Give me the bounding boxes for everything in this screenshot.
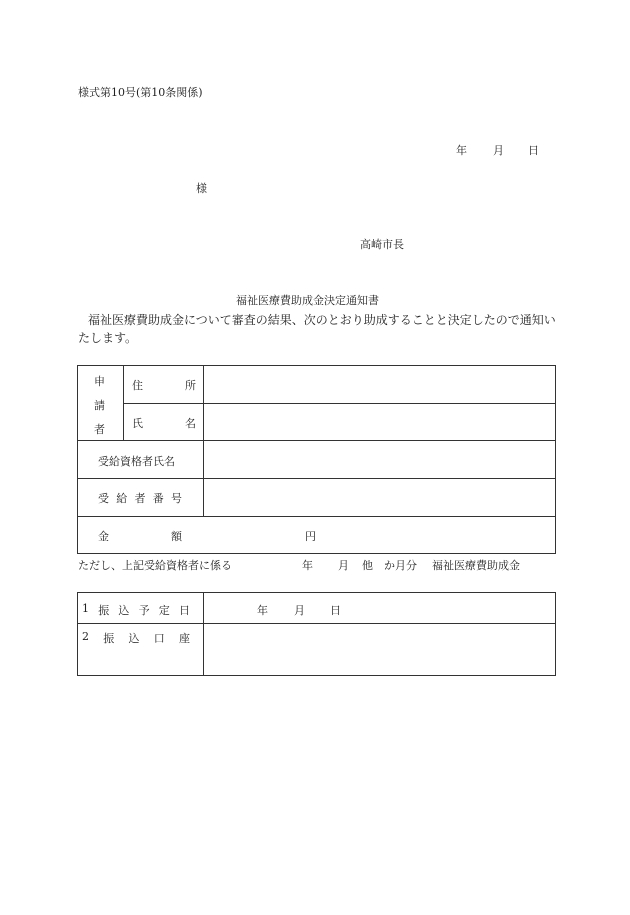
body-line-1: 福祉医療費助成金について審査の結果、次のとおり助成することと決定したので通知い	[88, 313, 556, 327]
note-grant-name: 福祉医療費助成金	[432, 559, 520, 572]
table-line	[203, 592, 204, 676]
note-months-suffix: か月分	[384, 559, 417, 572]
beneficiary-name-field[interactable]	[205, 442, 554, 476]
note-year: 年	[302, 559, 313, 572]
table-line	[123, 403, 556, 404]
table-line	[77, 516, 556, 517]
date-year-label: 年	[456, 144, 467, 157]
note-prefix: ただし、上記受給資格者に係る	[78, 559, 232, 572]
applicant-label-char: 者	[94, 423, 105, 436]
table-line	[203, 365, 204, 516]
transfer-date-label: 1 振 込 予 定 日	[82, 602, 190, 617]
beneficiary-number-field[interactable]	[205, 480, 554, 514]
recipient-honorific: 様	[196, 182, 207, 195]
beneficiary-number-label: 受 給 者 番 号	[98, 492, 182, 505]
table-line	[77, 592, 556, 593]
transfer-account-field[interactable]	[205, 625, 554, 673]
table-line	[555, 592, 556, 676]
table-line	[77, 365, 78, 554]
table-line	[555, 365, 556, 554]
address-field[interactable]	[205, 367, 554, 401]
transfer-date-day: 日	[330, 604, 341, 617]
note-month: 月	[338, 559, 349, 572]
amount-field[interactable]	[205, 518, 554, 552]
date-month-label: 月	[493, 144, 504, 157]
applicant-label-char: 申	[94, 375, 105, 388]
applicant-label-char: 請	[94, 399, 105, 412]
name-field[interactable]	[205, 405, 554, 438]
amount-unit: 円	[305, 530, 316, 543]
table-line	[77, 623, 556, 624]
table-line	[77, 592, 78, 676]
date-day-label: 日	[528, 144, 539, 157]
body-line-2: たします。	[78, 331, 138, 345]
transfer-date-month: 月	[294, 604, 305, 617]
transfer-account-label: 2 振 込 口 座	[82, 630, 190, 645]
form-number-label: 様式第10号(第10条関係)	[78, 86, 203, 99]
issuer-name: 高崎市長	[360, 238, 404, 251]
amount-label: 金 額	[98, 530, 182, 543]
table-line	[77, 553, 556, 554]
name-label: 氏 名	[132, 417, 196, 430]
transfer-date-year: 年	[257, 604, 268, 617]
table-line	[77, 675, 556, 676]
table-line	[77, 478, 556, 479]
table-line	[77, 365, 556, 366]
table-line	[123, 365, 124, 440]
beneficiary-name-label: 受給資格者氏名	[98, 455, 175, 468]
table-line	[77, 440, 556, 441]
document-title: 福祉医療費助成金決定通知書	[236, 294, 379, 307]
address-label: 住 所	[132, 379, 196, 392]
note-other: 他	[362, 559, 373, 572]
